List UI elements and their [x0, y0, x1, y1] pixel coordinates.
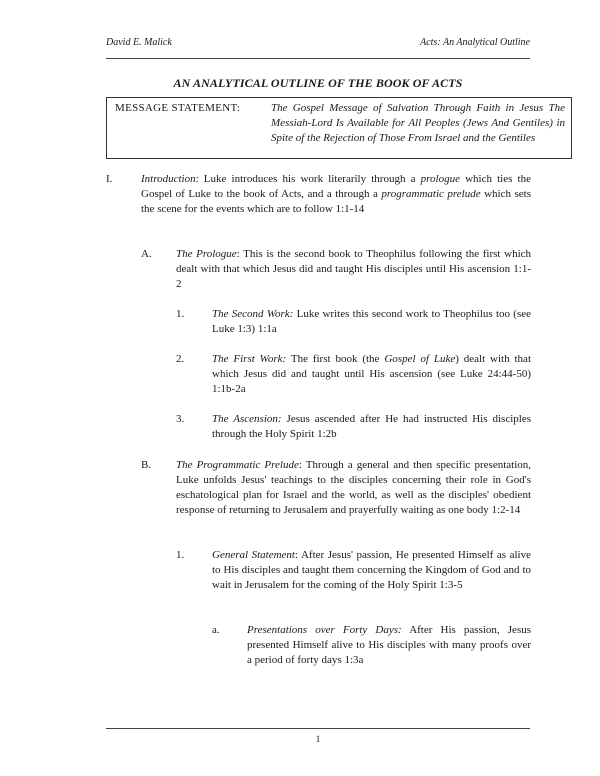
outline-marker-A1: 1.: [176, 308, 185, 320]
outline-heading: Presentations over Forty Days:: [247, 624, 402, 636]
outline-item-B1: [212, 548, 531, 593]
outline-marker-I: I.: [106, 173, 113, 185]
page-number: 1: [315, 734, 321, 744]
outline-text: After His passion, Jesus presented Himself alive to His disciples with many proofs over a period of forty days 1:3a: [247, 624, 531, 666]
document-title: AN ANALYTICAL OUTLINE OF THE BOOK OF ACTS: [173, 76, 463, 90]
header-rule: [106, 58, 530, 59]
outline-heading: General Statement: [212, 549, 295, 561]
outline-item-A2: [212, 352, 531, 397]
outline-marker-A: A.: [141, 248, 152, 260]
outline-marker-B: B.: [141, 459, 152, 471]
outline-heading: The Programmatic Prelude: [176, 459, 299, 471]
outline-item-A: [176, 247, 531, 292]
outline-heading: The Ascension:: [212, 413, 282, 425]
outline-marker-B1a: a.: [212, 624, 220, 636]
outline-heading: The Prologue: [176, 248, 237, 260]
outline-item-B1a: [247, 623, 531, 668]
footer-rule: [106, 728, 530, 729]
outline-marker-B1: 1.: [176, 549, 185, 561]
outline-text: : Through a general and then specific presentation, Luke unfolds Jesus' teachings to the disciples concerning their role in God's eschatological plan for Israel and the world, as well as the disciples' obedient response of returning to Jerusalem and prayerfully waiting as one body 1:2-14: [176, 459, 532, 516]
outline-text: The first book (the: [286, 353, 385, 365]
outline-text: Luke writes this second work to Theophilus too (see Luke 1:3) 1:1a: [212, 308, 531, 335]
outline-item-I: [141, 172, 531, 217]
message-statement-text: The Gospel Message of Salvation Through Faith in Jesus The Messiah-Lord Is Available for All Peoples (Jews And Gentiles) in Spite of the Rejection of Those From Israel and the Gentiles: [271, 102, 565, 144]
outline-text: which sets the scene for the events which are to follow 1:1-14: [141, 188, 532, 215]
header-author: David E. Malick: [106, 37, 172, 48]
outline-heading: Introduction: [141, 173, 196, 185]
outline-heading: The Second Work:: [212, 308, 294, 320]
outline-text: : Luke introduces his work literarily through a: [195, 173, 421, 185]
outline-text: ) dealt with that which Jesus did and taught until His ascension (see Luke 24:44-50) 1:1b-2a: [212, 353, 531, 395]
outline-marker-A3: 3.: [176, 413, 185, 425]
message-statement-box: [106, 97, 572, 159]
message-statement-label: MESSAGE STATEMENT:: [115, 102, 241, 114]
outline-item-A3: [212, 412, 531, 442]
outline-emphasis: Gospel of Luke: [384, 353, 456, 365]
outline-heading: The First Work:: [212, 353, 287, 365]
outline-text: : After Jesus' passion, He presented Himself as alive to His disciples and taught them concerning the Kingdom of God and to wait in Jerusalem for the coming of the Holy Spirit 1:3-5: [212, 549, 531, 591]
header-running-title: Acts: An Analytical Outline: [420, 37, 530, 48]
outline-emphasis: prologue: [420, 173, 460, 185]
outline-text: which ties the Gospel of Luke to the book of Acts, and a through a: [141, 173, 531, 200]
outline-item-A1: [212, 307, 531, 337]
outline-text: : This is the second book to Theophilus following the first which dealt with that which Jesus did and taught His disciples until His ascension 1:1-2: [176, 248, 532, 290]
outline-emphasis: programmatic prelude: [381, 188, 481, 200]
outline-item-B: [176, 458, 531, 518]
outline-text: Jesus ascended after He had instructed His disciples through the Holy Spirit 1:2b: [212, 413, 531, 440]
outline-marker-A2: 2.: [176, 353, 185, 365]
